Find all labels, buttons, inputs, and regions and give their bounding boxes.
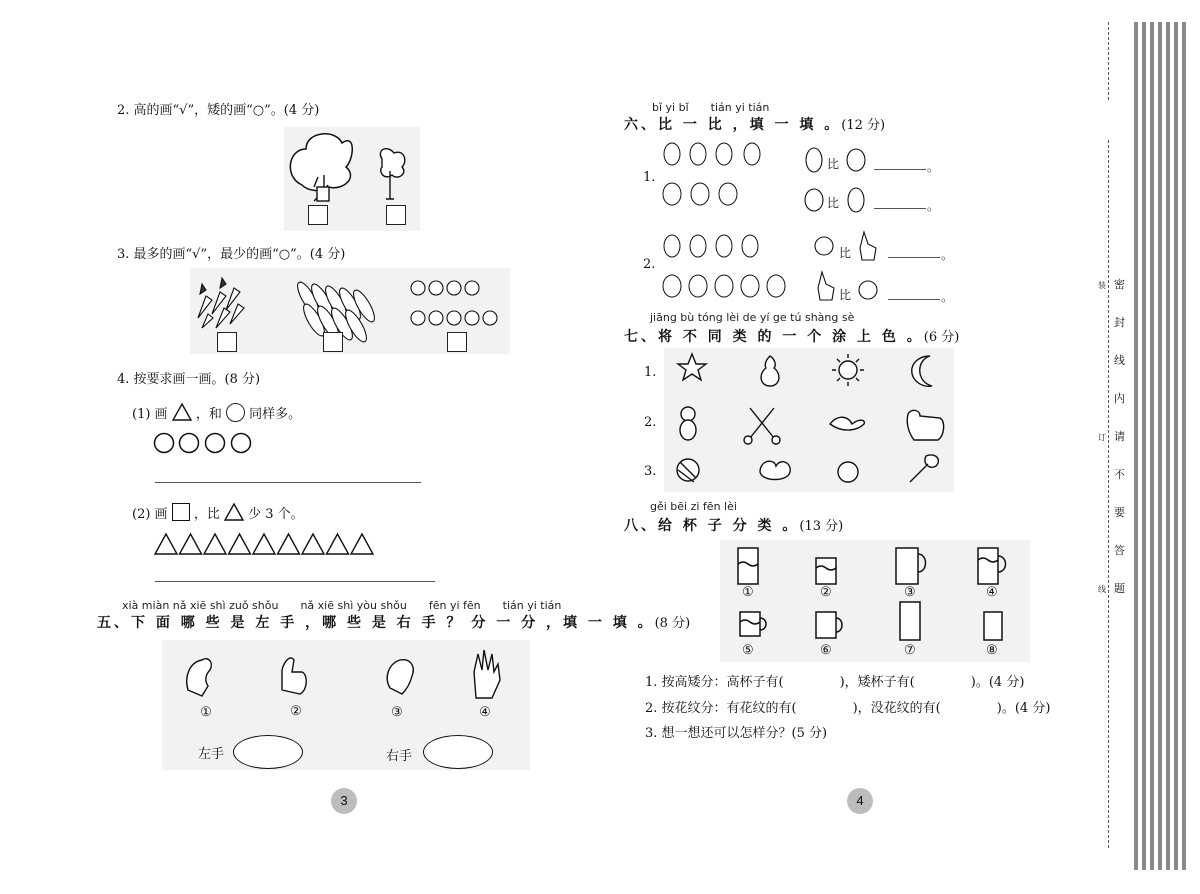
s8-q2-c: )。(4 分) xyxy=(996,701,1051,716)
pear-icon xyxy=(761,356,779,386)
answer-line-2[interactable] xyxy=(155,581,435,582)
hand-num-1: ① xyxy=(200,705,212,720)
animal-figure xyxy=(664,235,680,257)
circle-row xyxy=(154,432,254,458)
s8-q2-b: )，没花纹的有( xyxy=(852,701,941,716)
star-icon xyxy=(678,354,706,380)
monkeys-deer-illustration xyxy=(660,228,800,308)
s7-title-text: 七、将 不 同 类 的 一 个 涂 上 色 。 xyxy=(624,329,924,345)
orange-icon xyxy=(838,462,858,482)
margin-char-7: 要 xyxy=(1114,506,1125,519)
rabbits-leopards-illustration xyxy=(660,136,780,216)
margin-small-3: 线 xyxy=(1098,585,1106,594)
binding-stripes xyxy=(1134,22,1194,870)
s6-answer-2[interactable] xyxy=(874,208,926,209)
bear-icon xyxy=(681,407,695,421)
q5-title-text: 五、下 面 哪 些 是 左 手 ，哪 些 是 右 手 ？ 分 一 分 ，填 一 填 。 xyxy=(97,615,655,631)
q4-part1-c: 同样多。 xyxy=(249,407,302,422)
q4-part1-b: ，和 xyxy=(195,407,222,422)
cup-3 xyxy=(896,548,918,584)
triangle-shape xyxy=(155,534,177,554)
circles-illustration xyxy=(154,432,254,454)
triangle-shape xyxy=(229,534,251,554)
hands-illustration xyxy=(162,640,530,710)
moon-icon xyxy=(912,356,932,386)
cup-num-6: ⑥ xyxy=(820,643,832,658)
cup-num-1: ① xyxy=(742,585,754,600)
answer-box-carrot[interactable] xyxy=(217,332,237,352)
cup-num-4: ④ xyxy=(986,585,998,600)
q5-pinyin: xià miàn nǎ xiē shì zuǒ shǒu nǎ xiē shì yòu shǒu fēn yi fēn tián yi tián xyxy=(122,599,562,612)
q3-text: 3. 最多的画“√”，最少的画“○”。(4 分) xyxy=(117,247,346,262)
s7-title xyxy=(624,326,959,346)
peach-icon xyxy=(760,461,790,479)
cup-7 xyxy=(900,602,920,640)
q4-part2 xyxy=(132,503,304,522)
page-number-3: 3 xyxy=(331,788,357,814)
cup-num-7: ⑦ xyxy=(904,643,916,658)
s6-answer-4[interactable] xyxy=(888,299,940,300)
triangle-icon xyxy=(172,403,192,421)
q5-title xyxy=(97,612,690,632)
dog-icon xyxy=(907,410,943,440)
s6-title xyxy=(624,114,885,134)
animal-figure xyxy=(742,235,758,257)
s7-row-3: 3. xyxy=(644,464,657,479)
animal-figure xyxy=(664,143,680,165)
scissors-icon xyxy=(750,408,774,438)
q4-part1-a: (1) 画 xyxy=(132,407,168,422)
s8-q1-a: 1. 按高矮分：高杯子有( xyxy=(645,675,784,690)
cups-panel xyxy=(720,540,1030,662)
s7-points: (6 分) xyxy=(923,330,960,345)
s7-row-1: 1. xyxy=(644,365,657,380)
cup-num-8: ⑧ xyxy=(986,643,998,658)
left-hand-label: 左手 xyxy=(198,747,225,762)
square-icon xyxy=(172,503,190,521)
answer-box-pepper[interactable] xyxy=(323,332,343,352)
triangle-row xyxy=(155,533,377,559)
s6-title-text: 六、比 一 比 ，填 一 填 。 xyxy=(624,117,842,133)
triangle-shape xyxy=(327,534,349,554)
animal-figure xyxy=(663,275,681,297)
flower-icon xyxy=(910,455,938,482)
animal-figure xyxy=(741,275,759,297)
s6-num-2: 2. xyxy=(643,257,656,272)
triangle-shape xyxy=(180,534,202,554)
margin-char-2: 封 xyxy=(1114,316,1125,329)
margin-char-9: 题 xyxy=(1114,582,1125,595)
q2-text: 2. 高的画“√”，矮的画“○”。(4 分) xyxy=(117,103,320,118)
s6-pinyin: bǐ yi bǐ tián yi tián xyxy=(652,101,770,114)
triangle-shape xyxy=(302,534,324,554)
animal-figure xyxy=(690,143,706,165)
s8-q1 xyxy=(645,671,1024,690)
cup-6 xyxy=(816,612,836,638)
s6-period-1: 。 xyxy=(927,160,940,174)
margin-char-6: 不 xyxy=(1114,468,1125,481)
compare-row1-illustration xyxy=(800,138,880,218)
answer-line-1[interactable] xyxy=(155,482,421,483)
s8-pinyin: gěi bēi zi fēn lèi xyxy=(650,500,737,513)
s7-pinyin: jiāng bù tóng lèi de yí ge tú shàng sè xyxy=(650,311,855,324)
answer-box-tall[interactable] xyxy=(308,205,328,225)
s8-points: (13 分) xyxy=(799,519,844,534)
compare-row2-illustration xyxy=(812,228,892,308)
answer-box-short[interactable] xyxy=(386,205,406,225)
s6-period-4: 。 xyxy=(941,290,954,304)
answer-box-peach[interactable] xyxy=(447,332,467,352)
page-number-4: 4 xyxy=(847,788,873,814)
classify-illustration xyxy=(664,348,954,492)
margin-small-1: 装 xyxy=(1098,281,1106,290)
margin-char-3: 线 xyxy=(1114,354,1125,367)
margin-char-5: 请 xyxy=(1114,430,1125,443)
cup-num-2: ② xyxy=(820,585,832,600)
cup-8 xyxy=(984,612,1002,640)
q5-points: (8 分) xyxy=(654,616,691,631)
s6-points: (12 分) xyxy=(841,118,886,133)
s6-period-2: 。 xyxy=(927,199,940,213)
q4-text: 4. 按要求画一画。(8 分) xyxy=(117,372,261,387)
s6-bi-3: 比 xyxy=(839,246,852,260)
triangle-shape xyxy=(278,534,300,554)
triangles-illustration xyxy=(155,533,377,555)
sun-icon xyxy=(839,361,857,379)
triangle-shape xyxy=(351,534,373,554)
q4-part2-a: (2) 画 xyxy=(132,507,168,522)
right-hand-answer-oval[interactable] xyxy=(423,735,493,769)
animal-figure xyxy=(719,183,737,205)
triangle-shape xyxy=(253,534,275,554)
cup-num-5: ⑤ xyxy=(742,643,754,658)
hand-num-2: ② xyxy=(290,704,302,719)
bird-icon xyxy=(830,417,864,430)
hand-num-4: ④ xyxy=(479,705,491,720)
q4-part2-c: 少 3 个。 xyxy=(248,507,304,522)
margin-char-4: 内 xyxy=(1114,392,1125,405)
q4-part2-b: ，比 xyxy=(193,507,220,522)
triangle-shape xyxy=(204,534,226,554)
hand-num-3: ③ xyxy=(391,705,403,720)
margin-small-2: 订 xyxy=(1098,433,1106,442)
s8-title xyxy=(624,515,843,535)
s8-q1-c: )。(4 分) xyxy=(970,675,1025,690)
animal-figure xyxy=(767,275,785,297)
s6-bi-4: 比 xyxy=(839,288,852,302)
s6-answer-1[interactable] xyxy=(874,169,926,170)
s8-title-text: 八、给 杯 子 分 类 。 xyxy=(624,518,800,534)
cups-illustration xyxy=(720,540,1030,662)
right-hand-label: 右手 xyxy=(386,749,413,764)
animal-figure xyxy=(690,235,706,257)
animal-figure xyxy=(689,275,707,297)
s7-row-2: 2. xyxy=(644,415,657,430)
margin-dash-main xyxy=(1108,140,1109,848)
margin-char-8: 答 xyxy=(1114,544,1125,557)
s6-bi-2: 比 xyxy=(827,196,840,210)
circle-icon xyxy=(226,403,245,422)
cup-2 xyxy=(816,558,836,584)
animal-figure xyxy=(715,275,733,297)
triangle-icon xyxy=(224,503,244,521)
animal-figure xyxy=(691,183,709,205)
s7-panel xyxy=(664,348,954,492)
s8-q1-b: )，矮杯子有( xyxy=(839,675,915,690)
s8-q2-a: 2. 按花纹分：有花纹的有( xyxy=(645,701,797,716)
animal-figure xyxy=(716,235,732,257)
animal-figure xyxy=(663,183,681,205)
s8-q2 xyxy=(645,697,1050,716)
s6-num-1: 1. xyxy=(643,170,656,185)
margin-dash-top xyxy=(1108,22,1109,100)
q4-part1 xyxy=(132,403,301,422)
s6-answer-3[interactable] xyxy=(888,257,940,258)
cup-4 xyxy=(978,548,998,584)
s6-bi-1: 比 xyxy=(827,157,840,171)
left-hand-answer-oval[interactable] xyxy=(233,735,303,769)
s6-period-3: 。 xyxy=(941,248,954,262)
s8-q3: 3. 想一想还可以怎样分？(5 分) xyxy=(645,726,828,741)
cup-num-3: ③ xyxy=(904,585,916,600)
animal-figure xyxy=(716,143,732,165)
animal-figure xyxy=(744,143,760,165)
margin-char-1: 密 xyxy=(1114,278,1125,291)
